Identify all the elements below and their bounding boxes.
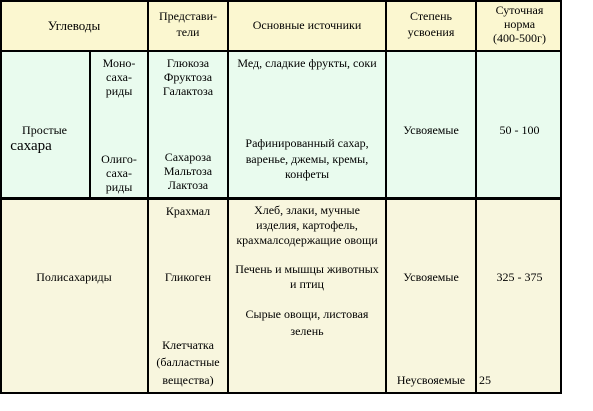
- simple-rep-5: Мальтоза: [163, 164, 213, 178]
- col-divider-4: [475, 0, 477, 394]
- poly-source-3: крахмалсодержащие овощи: [236, 233, 378, 247]
- poly-rep-3: Клетчатка: [162, 338, 214, 352]
- poly-rep-5: вещества): [162, 373, 214, 387]
- simple-source-1: Мед, сладкие фрукты, соки: [237, 56, 377, 70]
- simple-rep-6: Лактоза: [167, 178, 209, 192]
- poly-source-5: и птиц: [290, 277, 324, 291]
- page-number: 25: [479, 373, 491, 387]
- simple-sugars-label-1: Простые: [22, 123, 67, 137]
- poly-rep-2: Гликоген: [164, 270, 212, 284]
- oligo-label-1: Олиго-: [101, 152, 137, 166]
- col-divider-3: [385, 0, 387, 394]
- poly-source-7: зелень: [290, 324, 324, 338]
- simple-norm: 50 - 100: [499, 123, 540, 137]
- row-divider: [0, 197, 562, 200]
- header-divider: [0, 50, 562, 52]
- poly-source-4: Печень и мышцы животных: [235, 262, 379, 276]
- mono-label-3: риды: [105, 84, 133, 98]
- simple-source-3: варенье, джемы, кремы,: [245, 152, 369, 166]
- poly-source-1: Хлеб, злаки, мучные: [254, 203, 360, 217]
- poly-absorption-indigestible: Неусвояемые: [396, 373, 466, 387]
- header-representatives-2: тели: [176, 25, 200, 39]
- poly-source-2: изделия, картофель,: [256, 218, 358, 232]
- poly-source-6: Сырые овощи, листовая: [245, 307, 369, 321]
- poly-norm: 325 - 375: [496, 270, 543, 284]
- simple-rep-4: Сахароза: [164, 150, 212, 164]
- simple-source-4: конфеты: [284, 167, 330, 181]
- mono-label-1: Моно-: [102, 56, 136, 70]
- header-representatives-1: Представи-: [158, 9, 218, 23]
- poly-rep-4: (балластные: [156, 355, 220, 369]
- header-norm-3: (400-500г): [493, 31, 546, 45]
- simple-rep-2: Фруктоза: [163, 70, 213, 84]
- header-sources: Основные источники: [252, 18, 362, 32]
- poly-label: Полисахариды: [36, 270, 112, 284]
- simple-source-2: Рафинированный сахар,: [245, 136, 369, 150]
- oligo-label-2: саха-: [106, 166, 132, 180]
- header-norm-1: Суточная: [495, 3, 544, 17]
- poly-rep-1: Крахмал: [165, 204, 211, 218]
- header-absorption-2: усвоения: [407, 25, 455, 39]
- oligo-label-3: риды: [105, 180, 133, 194]
- poly-absorption-digestible: Усвояемые: [403, 270, 459, 284]
- simple-absorption: Усвояемые: [403, 123, 459, 137]
- simple-rep-1: Глюкоза: [166, 56, 210, 70]
- simple-rep-3: Галактоза: [162, 84, 214, 98]
- mono-label-2: саха-: [106, 70, 132, 84]
- header-carbs: Углеводы: [47, 18, 101, 33]
- header-norm-2: норма: [503, 17, 536, 31]
- header-absorption-1: Степень: [409, 9, 453, 23]
- simple-sugars-label-2: сахара: [10, 138, 52, 154]
